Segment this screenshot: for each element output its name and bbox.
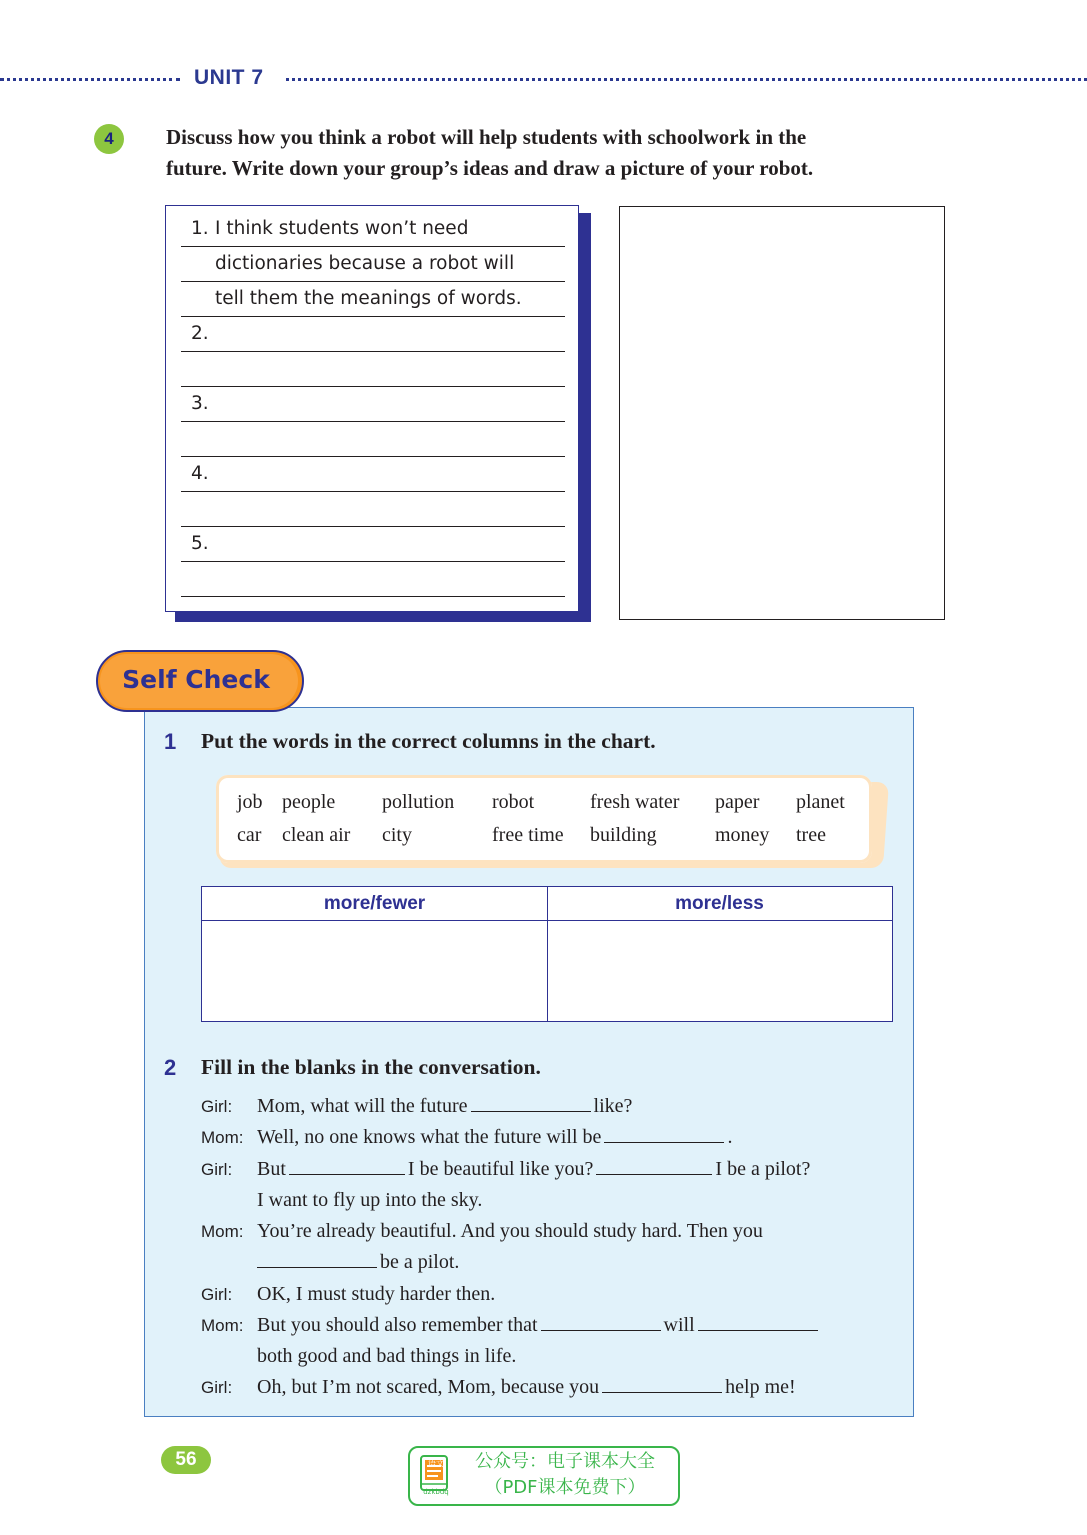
header-dots-right bbox=[286, 78, 1087, 81]
line-text: I be a pilot? bbox=[715, 1158, 811, 1180]
answer-blank[interactable] bbox=[602, 1372, 722, 1393]
conversation-line bbox=[257, 1310, 821, 1341]
line-text: Mom, what will the future bbox=[257, 1095, 468, 1117]
line-text: But you should also remember that bbox=[257, 1314, 538, 1336]
ideas-line[interactable] bbox=[181, 562, 565, 597]
ideas-line[interactable] bbox=[181, 492, 565, 527]
line-number: 2. bbox=[191, 323, 209, 344]
exercise-4-instruction-line-1: Discuss how you think a robot will help students with schoolwork in the bbox=[166, 125, 807, 149]
ideas-notebook bbox=[165, 205, 579, 612]
speaker-label: Girl: bbox=[201, 1097, 233, 1116]
conversation-line bbox=[257, 1154, 810, 1185]
word-item: free time bbox=[492, 824, 564, 846]
answer-blank[interactable] bbox=[257, 1247, 377, 1268]
conversation-line: OK, I must study harder then. bbox=[257, 1283, 496, 1305]
line-text: Well, no one knows what the future will be bbox=[257, 1126, 602, 1148]
word-item: building bbox=[590, 824, 657, 846]
ideas-line[interactable] bbox=[181, 457, 565, 492]
line-text: I think students won’t need bbox=[215, 218, 469, 239]
line-text: Oh, but I’m not scared, Mom, because you bbox=[257, 1376, 600, 1398]
conversation-line bbox=[257, 1372, 796, 1403]
self-check-q2-instruction: Fill in the blanks in the conversation. bbox=[201, 1055, 541, 1079]
answer-blank[interactable] bbox=[596, 1154, 712, 1175]
self-check-q2-number: 2 bbox=[164, 1055, 177, 1080]
line-number: 4. bbox=[191, 463, 209, 484]
line-number: 1. bbox=[191, 218, 209, 239]
line-text: dictionaries because a robot will bbox=[215, 253, 515, 274]
more-fewer-cell[interactable] bbox=[202, 921, 547, 1021]
line-text: I be beautiful like you? bbox=[407, 1158, 594, 1180]
speaker-label: Mom: bbox=[201, 1316, 244, 1335]
line-text: But bbox=[257, 1158, 286, 1180]
line-number: 3. bbox=[191, 393, 209, 414]
line-text: help me! bbox=[725, 1376, 796, 1398]
word-item: job bbox=[237, 791, 263, 813]
robot-drawing-box[interactable] bbox=[619, 206, 945, 620]
word-item: pollution bbox=[382, 791, 455, 813]
word-item: city bbox=[382, 824, 412, 846]
line-number: 5. bbox=[191, 533, 209, 554]
ideas-line[interactable] bbox=[181, 422, 565, 457]
ideas-line[interactable] bbox=[181, 387, 565, 422]
ideas-line[interactable] bbox=[181, 317, 565, 352]
word-item: paper bbox=[715, 791, 760, 813]
line-text: be a pilot. bbox=[380, 1251, 460, 1273]
speaker-label: Mom: bbox=[201, 1222, 244, 1241]
line-text: tell them the meanings of words. bbox=[215, 288, 522, 309]
word-item: tree bbox=[796, 824, 826, 846]
ideas-line[interactable] bbox=[181, 527, 565, 562]
answer-blank[interactable] bbox=[698, 1310, 818, 1331]
sorting-chart bbox=[201, 886, 893, 1022]
speaker-label: Girl: bbox=[201, 1378, 233, 1397]
conversation-line: You’re already beautiful. And you should study hard. Then you bbox=[257, 1220, 763, 1242]
word-item: car bbox=[237, 824, 262, 846]
answer-blank[interactable] bbox=[289, 1154, 405, 1175]
word-item: money bbox=[715, 824, 770, 846]
word-item: planet bbox=[796, 791, 845, 813]
page-number: 56 bbox=[161, 1446, 211, 1474]
ideas-line[interactable] bbox=[181, 282, 565, 317]
watermark-line-2: （PDF课本免费下） bbox=[484, 1477, 646, 1498]
ideas-line[interactable] bbox=[181, 352, 565, 387]
word-item: people bbox=[282, 791, 336, 813]
watermark-text bbox=[455, 1449, 675, 1501]
answer-blank[interactable] bbox=[604, 1122, 724, 1143]
ideas-line[interactable] bbox=[181, 212, 565, 247]
conversation-line bbox=[257, 1122, 732, 1153]
word-item: fresh water bbox=[590, 791, 680, 813]
line-text: will bbox=[663, 1314, 695, 1336]
exercise-4-number: 4 bbox=[94, 124, 124, 154]
speaker-label: Mom: bbox=[201, 1128, 244, 1147]
self-check-title: Self Check bbox=[122, 665, 270, 694]
column-header-more-less: more/less bbox=[547, 887, 892, 921]
answer-blank[interactable] bbox=[471, 1091, 591, 1112]
column-header-more-fewer: more/fewer bbox=[202, 887, 547, 921]
unit-label: UNIT 7 bbox=[194, 66, 264, 89]
self-check-q1-number: 1 bbox=[164, 729, 177, 754]
header-dots-left bbox=[0, 78, 180, 81]
line-text: like? bbox=[593, 1095, 633, 1117]
exercise-4-instruction-line-2: future. Write down your group’s ideas and draw a picture of your robot. bbox=[166, 156, 814, 180]
answer-blank[interactable] bbox=[541, 1310, 661, 1331]
conversation-line bbox=[257, 1247, 459, 1278]
self-check-q1-instruction: Put the words in the correct columns in the chart. bbox=[201, 729, 656, 753]
conversation-line: both good and bad things in life. bbox=[257, 1345, 517, 1367]
more-less-cell[interactable] bbox=[548, 921, 892, 1021]
speaker-label: Girl: bbox=[201, 1285, 233, 1304]
word-item: robot bbox=[492, 791, 535, 813]
conversation-line: I want to fly up into the sky. bbox=[257, 1189, 483, 1211]
line-text: . bbox=[727, 1126, 733, 1148]
conversation-line bbox=[257, 1091, 632, 1122]
speaker-label: Girl: bbox=[201, 1160, 233, 1179]
watermark-icon-caption: dzkbdq bbox=[423, 1488, 449, 1496]
watermark-line-1: 公众号：电子课本大全 bbox=[475, 1451, 655, 1472]
ideas-line[interactable] bbox=[181, 247, 565, 282]
word-item: clean air bbox=[282, 824, 351, 846]
watermark-icon-text: 语文 bbox=[428, 1459, 444, 1468]
word-bank bbox=[216, 775, 872, 863]
